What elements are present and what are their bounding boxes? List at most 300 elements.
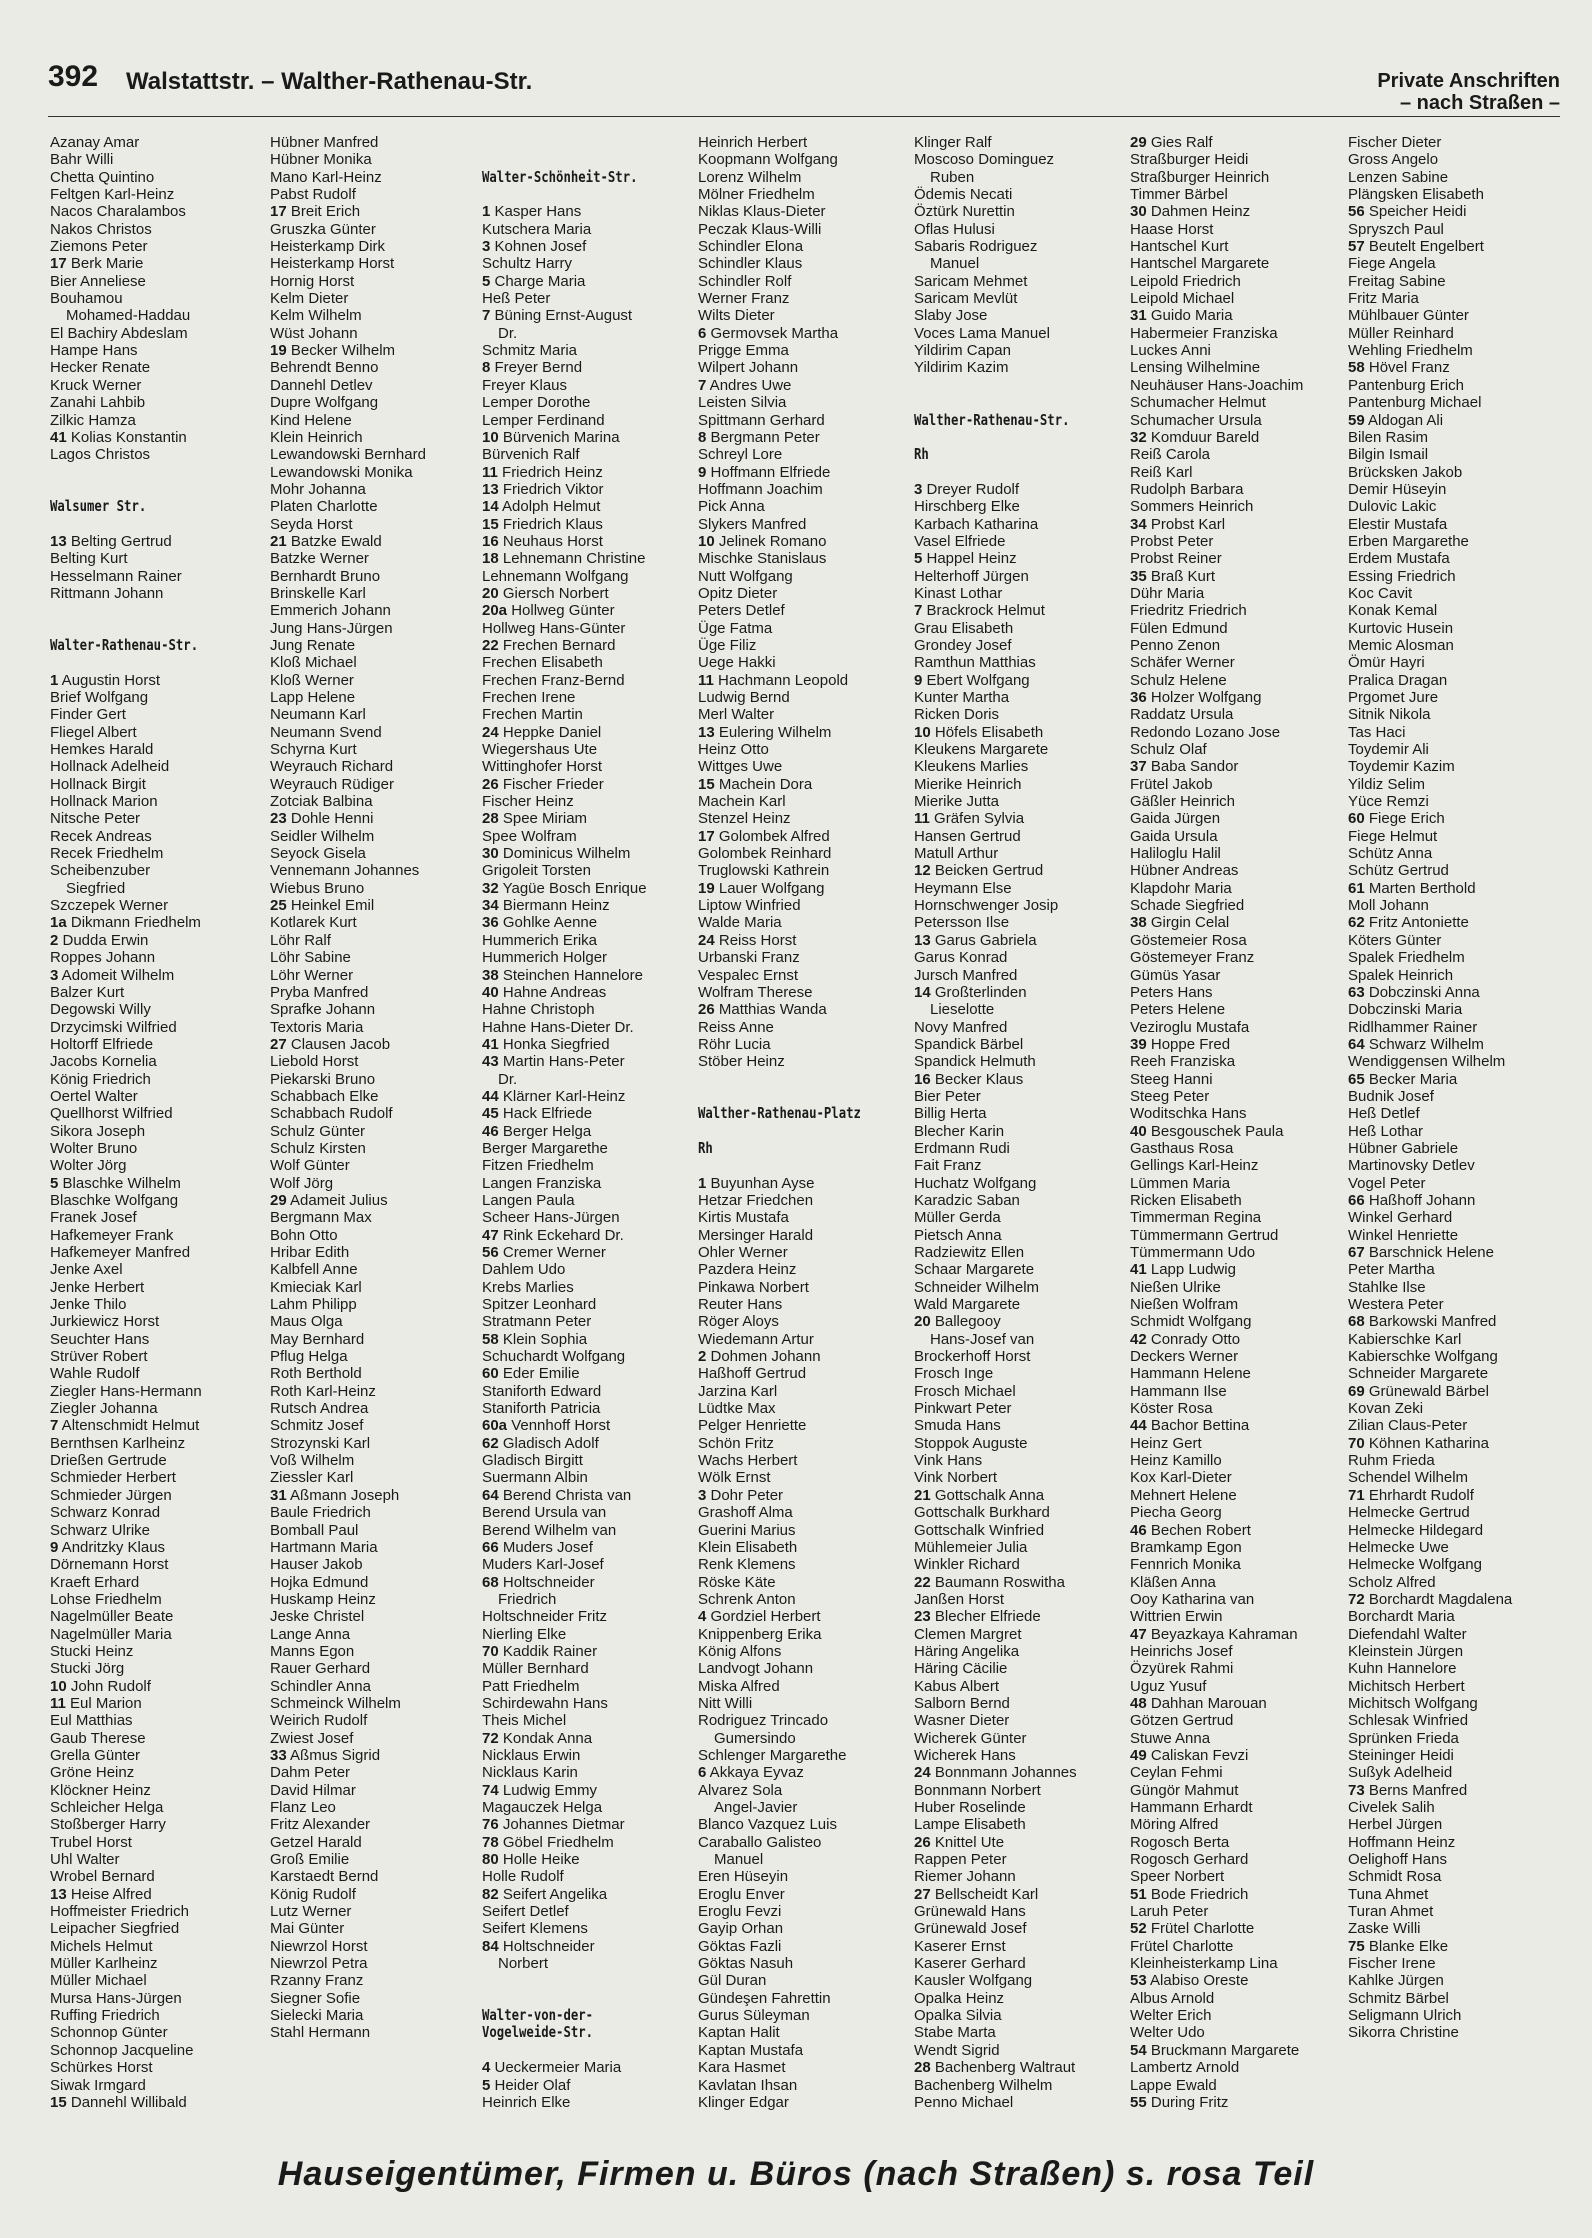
- resident-entry: Kutschera Maria: [482, 220, 592, 238]
- house-number: 11: [698, 671, 714, 689]
- resident-entry: Bergmann Max: [270, 1209, 372, 1227]
- resident-entry: Platen Charlotte: [270, 498, 378, 516]
- house-number: 58: [1348, 359, 1365, 377]
- resident-entry: Manuel: [930, 255, 980, 273]
- resident-entry: Tümmermann Udo: [1130, 1244, 1256, 1261]
- resident-entry: Belting Kurt: [50, 550, 128, 568]
- resident-entry: Elestir Mustafa: [1348, 515, 1448, 533]
- resident-entry: Wachs Herbert: [698, 1452, 798, 1470]
- resident-entry: Welter Udo: [1130, 2024, 1205, 2042]
- resident-entry: Haßhoff Gertrud: [698, 1365, 807, 1383]
- resident-entry: Schmieder Jürgen: [50, 1486, 172, 1504]
- resident-entry: Roppes Johann: [50, 949, 156, 967]
- resident-entry: Hauser Jakob: [270, 1556, 363, 1574]
- resident-entry: 22 Baumann Roswitha: [914, 1573, 1065, 1591]
- resident-entry: Jurkiewicz Horst: [50, 1313, 160, 1331]
- house-number: 49: [1130, 1746, 1147, 1764]
- resident-entry: Spalek Heinrich: [1348, 966, 1454, 984]
- resident-entry: 10 Jelinek Romano: [698, 532, 827, 550]
- resident-entry: Spitzer Leonhard: [482, 1296, 597, 1314]
- resident-entry: Schmidt Wolfgang: [1130, 1313, 1252, 1331]
- resident-entry: 1 Buyunhan Ayse: [698, 1174, 815, 1192]
- resident-entry: Frütel Jakob: [1130, 775, 1213, 793]
- house-number: 13: [50, 532, 67, 550]
- resident-entry: Woditschka Hans: [1130, 1105, 1247, 1123]
- resident-entry: Rudolph Barbara: [1130, 480, 1244, 498]
- house-number: 8: [482, 359, 491, 377]
- resident-entry: 8 Freyer Bernd: [482, 359, 583, 377]
- resident-entry: Nitt Willi: [698, 1694, 753, 1712]
- house-number: 11: [482, 463, 498, 481]
- resident-entry: Frosch Michael: [914, 1382, 1016, 1400]
- spacer: [482, 1972, 704, 1989]
- resident-entry: Hummerich Erika: [482, 931, 598, 949]
- house-number: 82: [482, 1885, 499, 1903]
- resident-entry: Bürvenich Ralf: [482, 446, 580, 464]
- house-number: 46: [1130, 1521, 1147, 1539]
- house-number: 32: [482, 879, 499, 897]
- resident-entry: Seifert Klemens: [482, 1920, 588, 1938]
- resident-entry: Peters Helene: [1130, 1001, 1226, 1019]
- resident-entry: Staniforth Edward: [482, 1382, 602, 1400]
- resident-entry: 41 Kolias Konstantin: [50, 428, 187, 446]
- resident-entry: Schreyl Lore: [698, 446, 783, 464]
- resident-entry: Gaida Jürgen: [1130, 810, 1221, 828]
- resident-entry: Scheer Hans-Jürgen: [482, 1209, 620, 1227]
- resident-entry: 8 Bergmann Peter: [698, 428, 820, 446]
- resident-entry: Blecher Karin: [914, 1122, 1005, 1140]
- resident-entry: Stuwe Anna: [1130, 1729, 1211, 1747]
- resident-entry: Gasthaus Rosa: [1130, 1139, 1234, 1157]
- resident-entry: Siegner Sofie: [270, 1989, 361, 2007]
- resident-entry: 11 Friedrich Heinz: [482, 463, 603, 481]
- resident-entry: Oflas Hulusi: [914, 220, 995, 238]
- resident-entry: Lewandowski Bernhard: [270, 446, 426, 464]
- house-number: 27: [914, 1885, 931, 1903]
- resident-entry: Slykers Manfred: [698, 515, 807, 533]
- resident-entry: Lümmen Maria: [1130, 1174, 1231, 1192]
- resident-entry: 28 Bachenberg Waltraut: [914, 2059, 1076, 2077]
- resident-entry: Kaserer Ernst: [914, 1937, 1006, 1955]
- resident-entry: Essing Friedrich: [1348, 567, 1456, 585]
- directory-column-7: [1348, 134, 1570, 2042]
- resident-entry: El Bachiry Abdeslam: [50, 324, 188, 342]
- resident-entry: 19 Becker Wilhelm: [270, 342, 396, 360]
- resident-entry: Vink Hans: [914, 1452, 983, 1470]
- resident-entry: Schulz Helene: [1130, 671, 1227, 689]
- resident-entry: Hummerich Holger: [482, 949, 608, 967]
- house-number: 42: [1130, 1330, 1147, 1348]
- resident-entry: Mohr Johanna: [270, 480, 366, 498]
- resident-entry: Roth Berthold: [270, 1365, 362, 1383]
- resident-entry: Jung Renate: [270, 636, 356, 654]
- house-number: 38: [1130, 914, 1147, 932]
- resident-entry: 20 Ballegooy: [914, 1313, 1001, 1331]
- resident-entry: Kunter Martha: [914, 689, 1010, 706]
- spacer: [698, 1088, 920, 1105]
- resident-entry: 15 Dannehl Willibald: [50, 2093, 187, 2111]
- resident-entry: Grashoff Alma: [698, 1504, 793, 1522]
- house-number: 5: [914, 550, 923, 568]
- resident-entry: Helterhoff Jürgen: [914, 567, 1029, 585]
- resident-entry: Jacobs Kornelia: [50, 1053, 157, 1071]
- house-number: 76: [482, 1816, 499, 1834]
- house-number: 10: [914, 723, 931, 741]
- resident-entry: Hübner Andreas: [1130, 862, 1239, 880]
- resident-entry: Feltgen Karl-Heinz: [50, 186, 175, 204]
- resident-entry: Moll Johann: [1348, 897, 1429, 915]
- resident-entry: Özyürek Rahmi: [1130, 1660, 1234, 1678]
- resident-entry: Schütz Gertrud: [1348, 862, 1449, 880]
- resident-entry: Janßen Horst: [914, 1590, 1005, 1608]
- resident-entry: Wolfram Therese: [698, 983, 813, 1001]
- resident-entry: Lenzen Sabine: [1348, 168, 1449, 186]
- house-number: 7: [482, 307, 491, 325]
- resident-entry: Dahlem Udo: [482, 1261, 566, 1279]
- resident-entry: Michels Helmut: [50, 1937, 153, 1955]
- resident-entry: Clemen Margret: [914, 1625, 1022, 1643]
- resident-entry: 24 Heppke Daniel: [482, 723, 602, 741]
- resident-entry: Urbanski Franz: [698, 949, 800, 967]
- resident-entry: Baule Friedrich: [270, 1504, 371, 1522]
- resident-entry: Dahm Peter: [270, 1764, 351, 1782]
- resident-entry: Schneider Wilhelm: [914, 1278, 1040, 1296]
- resident-entry: Schade Siegfried: [1130, 897, 1245, 915]
- resident-entry: Redondo Lozano Jose: [1130, 723, 1281, 741]
- resident-entry: Bachenberg Wilhelm: [914, 2076, 1053, 2094]
- resident-entry: Manuel: [714, 1851, 764, 1869]
- directory-column-2: [270, 134, 492, 2042]
- resident-entry: Patt Friedhelm: [482, 1677, 580, 1695]
- resident-entry: 33 Aßmus Sigrid: [270, 1746, 381, 1764]
- resident-entry: Hans-Josef van: [930, 1330, 1035, 1348]
- resident-entry: Hammann Ilse: [1130, 1382, 1227, 1400]
- resident-entry: Ricken Elisabeth: [1130, 1191, 1242, 1209]
- resident-entry: Steeg Peter: [1130, 1087, 1210, 1105]
- resident-entry: 26 Matthias Wanda: [698, 1001, 827, 1019]
- house-number: 9: [914, 671, 923, 689]
- resident-entry: Lampe Elisabeth: [914, 1816, 1026, 1834]
- resident-entry: Röger Aloys: [698, 1313, 779, 1331]
- resident-entry: 82 Seifert Angelika: [482, 1885, 608, 1903]
- resident-entry: Uege Hakki: [698, 654, 776, 672]
- resident-entry: Fritz Alexander: [270, 1816, 371, 1834]
- house-number: 6: [698, 1764, 707, 1782]
- resident-entry: Pietsch Anna: [914, 1226, 1002, 1244]
- resident-entry: Mühlbauer Günter: [1348, 307, 1469, 325]
- house-number: 16: [482, 532, 499, 550]
- house-number: 44: [1130, 1417, 1147, 1435]
- resident-entry: 5 Heider Olaf: [482, 2076, 571, 2094]
- resident-entry: Zilian Claus-Peter: [1348, 1417, 1468, 1435]
- resident-entry: Dobczinski Maria: [1348, 1001, 1463, 1019]
- resident-entry: Bier Anneliese: [50, 272, 146, 290]
- resident-entry: 14 Adolph Helmut: [482, 498, 601, 516]
- house-number: 64: [482, 1486, 499, 1504]
- house-number: 31: [270, 1486, 287, 1504]
- resident-entry: Hantschel Kurt: [1130, 238, 1229, 256]
- resident-entry: 4 Ueckermeier Maria: [482, 2059, 622, 2077]
- resident-entry: Göstemeyer Franz: [1130, 949, 1255, 967]
- resident-entry: Ooy Katharina van: [1130, 1590, 1255, 1608]
- resident-entry: 20 Giersch Norbert: [482, 584, 609, 602]
- resident-entry: Nagelmüller Maria: [50, 1625, 172, 1643]
- resident-entry: Kleukens Margarete: [914, 741, 1049, 759]
- house-number: 26: [698, 1001, 715, 1019]
- resident-entry: Jeske Christel: [270, 1608, 365, 1626]
- resident-entry: Wiedemann Artur: [698, 1330, 814, 1348]
- resident-entry: Schäfer Werner: [1130, 654, 1235, 672]
- resident-entry: Mierike Heinrich: [914, 775, 1022, 793]
- resident-entry: Bramkamp Egon: [1130, 1538, 1242, 1556]
- resident-entry: Wiebus Bruno: [270, 879, 365, 897]
- resident-entry: Steininger Heidi: [1348, 1746, 1454, 1764]
- resident-entry: Ziemons Peter: [50, 238, 148, 256]
- resident-entry: Lohse Friedhelm: [50, 1590, 162, 1608]
- resident-entry: Nagelmüller Beate: [50, 1608, 174, 1626]
- resident-entry: Demir Hüseyin: [1348, 480, 1447, 498]
- house-number: 38: [482, 966, 499, 984]
- resident-entry: Pryba Manfred: [270, 983, 369, 1001]
- resident-entry: Kausler Wolfgang: [914, 1972, 1033, 1990]
- resident-entry: Löhr Sabine: [270, 949, 351, 967]
- street-heading: Walter-Schönheit-Str.: [482, 167, 638, 186]
- house-number: 29: [1130, 134, 1147, 151]
- resident-entry: Karstaedt Bernd: [270, 1868, 379, 1886]
- resident-entry: Radziewitz Ellen: [914, 1244, 1025, 1261]
- resident-entry: Kloß Michael: [270, 654, 357, 672]
- resident-entry: 45 Hack Elfriede: [482, 1105, 593, 1123]
- resident-entry: Schonnop Jacqueline: [50, 2041, 194, 2059]
- resident-entry: Blanco Vazquez Luis: [698, 1816, 837, 1834]
- street-heading: Vogelweide-Str.: [482, 2023, 594, 2042]
- resident-entry: Brücksken Jakob: [1348, 463, 1463, 481]
- resident-entry: Nicklaus Erwin: [482, 1746, 581, 1764]
- resident-entry: 7 Altenschmidt Helmut: [50, 1417, 200, 1435]
- resident-entry: Lapp Helene: [270, 689, 356, 706]
- resident-entry: 65 Becker Maria: [1348, 1070, 1458, 1088]
- resident-entry: Frechen Irene: [482, 689, 576, 706]
- resident-entry: 36 Holzer Wolfgang: [1130, 689, 1262, 706]
- resident-entry: Berger Margarethe: [482, 1139, 608, 1157]
- resident-entry: 55 During Fritz: [1130, 2093, 1229, 2111]
- resident-entry: Köters Günter: [1348, 931, 1442, 949]
- resident-entry: Schön Fritz: [698, 1434, 774, 1452]
- resident-entry: Hübner Manfred: [270, 134, 379, 151]
- resident-entry: Schonnop Günter: [50, 2024, 168, 2042]
- house-number: 13: [914, 931, 931, 949]
- resident-entry: Gellings Karl-Heinz: [1130, 1157, 1259, 1175]
- resident-entry: Wolf Jörg: [270, 1174, 334, 1192]
- resident-entry: Huchatz Wolfgang: [914, 1174, 1037, 1192]
- resident-entry: Pralica Dragan: [1348, 671, 1448, 689]
- resident-entry: Prigge Emma: [698, 342, 789, 360]
- resident-entry: Haase Horst: [1130, 220, 1214, 238]
- resident-entry: 13 Garus Gabriela: [914, 931, 1037, 949]
- resident-entry: Hafkemeyer Manfred: [50, 1244, 191, 1261]
- house-number: 61: [1348, 879, 1365, 897]
- resident-entry: 80 Holle Heike: [482, 1851, 580, 1869]
- house-number: 19: [270, 342, 287, 360]
- resident-entry: Eren Hüseyin: [698, 1868, 789, 1886]
- resident-entry: Hansen Gertrud: [914, 827, 1021, 845]
- resident-entry: Öztürk Nurettin: [914, 203, 1015, 221]
- house-number: 17: [698, 827, 715, 845]
- resident-entry: Welter Erich: [1130, 2007, 1212, 2025]
- resident-entry: Kraeft Erhard: [50, 1573, 140, 1591]
- resident-entry: Hollnack Adelheid: [50, 758, 170, 776]
- resident-entry: Dulovic Lakic: [1348, 498, 1437, 516]
- house-number: 41: [482, 1035, 499, 1053]
- house-number: 14: [482, 498, 499, 516]
- street-heading: Walter-von-der-: [482, 2006, 594, 2025]
- resident-entry: Getzel Harald: [270, 1833, 362, 1851]
- resident-entry: 21 Batzke Ewald: [270, 532, 382, 550]
- resident-entry: Steeg Hanni: [1130, 1070, 1213, 1088]
- resident-entry: 27 Bellscheidt Karl: [914, 1885, 1039, 1903]
- resident-entry: Gottschalk Winfried: [914, 1521, 1045, 1539]
- resident-entry: 17 Golombek Alfred: [698, 827, 830, 845]
- house-number: 40: [482, 983, 499, 1001]
- resident-entry: Helmecke Uwe: [1348, 1538, 1449, 1556]
- resident-entry: Yildirim Capan: [914, 342, 1011, 360]
- resident-entry: Schindler Anna: [270, 1677, 371, 1695]
- resident-entry: Neumann Svend: [270, 723, 382, 741]
- house-number: 1: [698, 1174, 707, 1192]
- resident-entry: Deckers Werner: [1130, 1348, 1239, 1366]
- resident-entry: Hirschberg Elke: [914, 498, 1020, 516]
- resident-entry: Rogosch Berta: [1130, 1833, 1230, 1851]
- resident-entry: 24 Bonnmann Johannes: [914, 1764, 1077, 1782]
- resident-entry: 34 Biermann Heinz: [482, 897, 610, 915]
- house-number: 10: [50, 1677, 67, 1695]
- resident-entry: 76 Johannes Dietmar: [482, 1816, 625, 1834]
- resident-entry: Göstemeier Rosa: [1130, 931, 1247, 949]
- resident-entry: Winkel Henriette: [1348, 1226, 1459, 1244]
- resident-entry: 31 Guido Maria: [1130, 307, 1233, 325]
- resident-entry: Sommers Heinrich: [1130, 498, 1254, 516]
- resident-entry: Kläßen Anna: [1130, 1573, 1216, 1591]
- resident-entry: Röske Käte: [698, 1573, 776, 1591]
- resident-entry: Timmer Bärbel: [1130, 186, 1228, 204]
- resident-entry: Lemper Ferdinand: [482, 411, 605, 429]
- resident-entry: Gladisch Birgitt: [482, 1452, 583, 1470]
- resident-entry: Heß Peter: [482, 290, 551, 308]
- house-number: 40: [1130, 1122, 1147, 1140]
- resident-entry: 60a Vennhoff Horst: [482, 1417, 611, 1435]
- resident-entry: Klöckner Heinz: [50, 1781, 151, 1799]
- house-number: 41: [1130, 1261, 1147, 1279]
- resident-entry: Ceylan Fehmi: [1130, 1764, 1223, 1782]
- spacer: [482, 186, 704, 203]
- resident-entry: Koopmann Wolfgang: [698, 151, 838, 169]
- resident-entry: May Bernhard: [270, 1330, 365, 1348]
- resident-entry: Uguz Yusuf: [1130, 1677, 1207, 1695]
- resident-entry: Vespalec Ernst: [698, 966, 799, 984]
- resident-entry: Schulz Günter: [270, 1122, 366, 1140]
- resident-entry: Plängsken Elisabeth: [1348, 186, 1484, 204]
- resident-entry: Fiege Angela: [1348, 255, 1436, 273]
- resident-entry: Kabierschke Karl: [1348, 1330, 1462, 1348]
- resident-entry: Nitsche Peter: [50, 810, 141, 828]
- resident-entry: Hetzar Friedchen: [698, 1191, 814, 1209]
- house-number: 1: [50, 671, 59, 689]
- resident-entry: Langen Paula: [482, 1191, 575, 1209]
- resident-entry: 59 Aldogan Ali: [1348, 411, 1444, 429]
- resident-entry: Recek Andreas: [50, 827, 152, 845]
- resident-entry: Grünewald Josef: [914, 1920, 1027, 1938]
- house-number: 46: [482, 1122, 499, 1140]
- resident-entry: Möring Alfred: [1130, 1816, 1219, 1834]
- resident-entry: Azanay Amar: [50, 134, 140, 151]
- resident-entry: Güngör Mahmut: [1130, 1781, 1239, 1799]
- street-heading: Walter-Rathenau-Str.: [50, 635, 199, 654]
- house-number: 30: [482, 845, 499, 863]
- house-number: 43: [482, 1053, 499, 1071]
- directory-column-5: [914, 134, 1136, 2111]
- resident-entry: Heinz Kamillo: [1130, 1452, 1222, 1470]
- resident-entry: Wendt Sigrid: [914, 2041, 1000, 2059]
- resident-entry: Wilts Dieter: [698, 307, 775, 325]
- resident-entry: 84 Holtschneider: [482, 1937, 595, 1955]
- house-number: 5: [482, 2076, 491, 2094]
- resident-entry: Eroglu Enver: [698, 1885, 785, 1903]
- resident-entry: Götzen Gertrud: [1130, 1712, 1234, 1730]
- resident-entry: Chetta Quintino: [50, 168, 155, 186]
- resident-entry: Sprünken Frieda: [1348, 1729, 1459, 1747]
- house-number: 15: [482, 515, 499, 533]
- resident-entry: 73 Berns Manfred: [1348, 1781, 1468, 1799]
- resident-entry: Drzycimski Wilfried: [50, 1018, 177, 1036]
- house-number: 45: [482, 1105, 499, 1123]
- resident-entry: 52 Frütel Charlotte: [1130, 1920, 1255, 1938]
- resident-entry: Merl Walter: [698, 706, 775, 724]
- house-number: 25: [270, 897, 287, 915]
- resident-entry: Saricam Mehmet: [914, 272, 1028, 290]
- resident-entry: Lutz Werner: [270, 1903, 352, 1921]
- resident-entry: 10 Bürvenich Marina: [482, 428, 620, 446]
- resident-entry: Klein Elisabeth: [698, 1538, 798, 1556]
- resident-entry: Zanahi Lahbib: [50, 394, 146, 412]
- house-number: 73: [1348, 1781, 1365, 1799]
- resident-entry: Erben Margarethe: [1348, 532, 1469, 550]
- page-header: [48, 60, 1560, 116]
- resident-entry: Wüst Johann: [270, 324, 358, 342]
- house-number: 68: [1348, 1313, 1365, 1331]
- resident-entry: Raddatz Ursula: [1130, 706, 1234, 724]
- resident-entry: Luckes Anni: [1130, 342, 1211, 360]
- resident-entry: Liebold Horst: [270, 1053, 359, 1071]
- resident-entry: Maus Olga: [270, 1313, 343, 1331]
- house-number: 62: [482, 1434, 499, 1452]
- resident-entry: Straßburger Heinrich: [1130, 168, 1270, 186]
- resident-entry: Nicklaus Karin: [482, 1764, 578, 1782]
- house-number: 34: [482, 897, 499, 915]
- spacer: [914, 377, 1136, 394]
- resident-entry: Hammann Erhardt: [1130, 1799, 1253, 1816]
- resident-entry: 22 Frechen Bernard: [482, 636, 616, 654]
- resident-entry: Mölner Friedhelm: [698, 186, 815, 204]
- resident-entry: Wolf Günter: [270, 1157, 350, 1175]
- house-number: 62: [1348, 914, 1365, 932]
- resident-entry: 7 Büning Ernst-August: [482, 307, 633, 325]
- resident-entry: Hribar Edith: [270, 1244, 350, 1261]
- house-number: 23: [270, 810, 287, 828]
- resident-entry: Schulz Kirsten: [270, 1139, 366, 1157]
- resident-entry: Heinz Gert: [1130, 1434, 1202, 1452]
- house-number: 1a: [50, 914, 67, 932]
- resident-entry: Ludwig Bernd: [698, 689, 790, 706]
